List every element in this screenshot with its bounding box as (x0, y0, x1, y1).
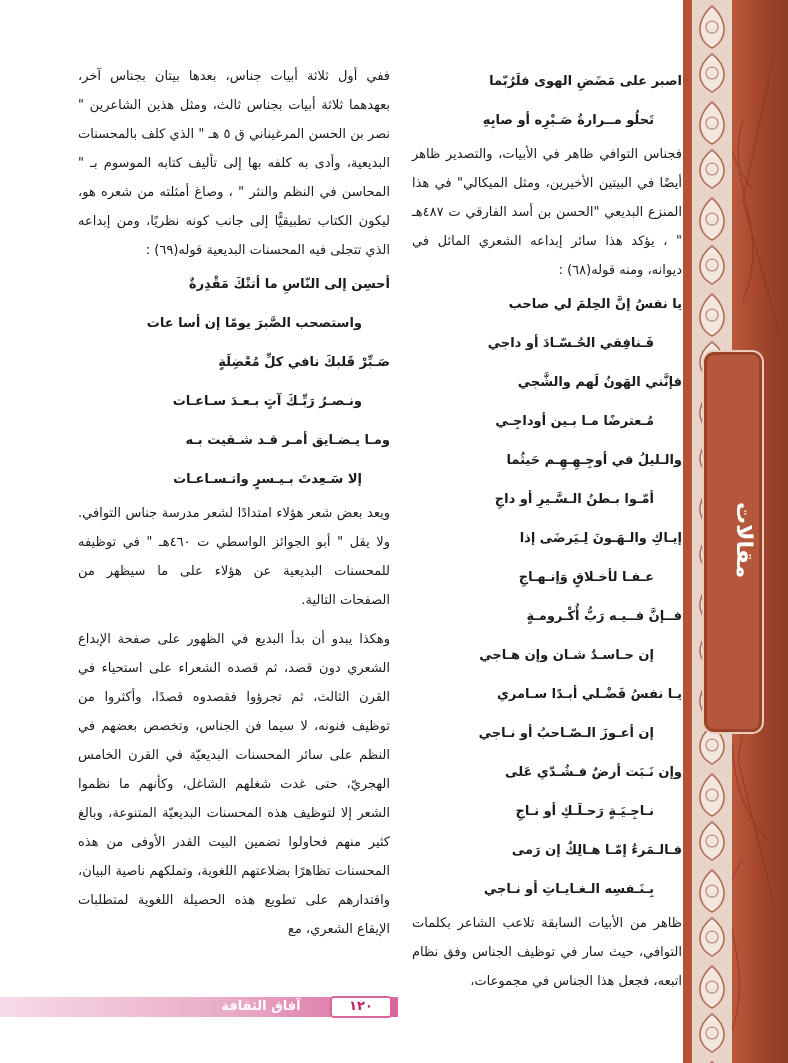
verse-line: أمّـوا بـطنُ الـسَّـيرِ أو داجِ (494, 492, 654, 507)
verse-line: واستصحب الصَّبرَ يومًا إن أسا عات (146, 316, 362, 331)
paragraph: ظاهر من الأبيات السابقة تلاعب الشاعر بكلمات التوافي، حيث سار في توظيف الجناس وفق نظام اتبعه، فجعل هذا الجناس في مجموعات، (412, 916, 682, 989)
verse-line: فــإنَّ فــيـه رَبُّ أُكْـرومـةٍ (526, 609, 682, 624)
section-label: مقالات (731, 501, 756, 579)
verse-line: يـا نفسُ فَضْـلي أبـدًا سـامري (496, 687, 682, 702)
verse-line: صَـبِّرْ قَلبكَ نافي كلِّ مُعْضِلَةٍ (218, 355, 390, 370)
verse-line: إيـاكِ والـهَـونَ لِـيَرضَى إذا (519, 531, 682, 546)
verse-line: اصبر على مَضَضِ الهوى فلَرُبّما (489, 74, 682, 89)
verse-line: مُـعترضًا مـا بـين أوداجِـي (495, 414, 654, 429)
verse-line: إن أعـوزَ الـصّـاحبُ أو نـاجي (478, 726, 654, 741)
verse-line: عـفـا لأخـلاقٍ وَإنـهـاجِ (518, 570, 654, 585)
verse-line: نـاجِـيَـةٍ رَحـلَـكِ أو نـاجِ (515, 804, 654, 819)
magazine-title: آفاق الثقافة والتراث (221, 999, 301, 1036)
paragraph: وهكذا يبدو أن بدأ البديع في الظهور على صفحة الإبداع الشعري دون قصد، ثم قصده الشعراء على استحياء في القرن الثالث، ثم تجرؤوا فقصدوه قصدًا، وأكثروا من توظيف فنونه، لا سيما فن الجناس، وتخصص بعضهم في النظم على سائر المحسنات البديعيّة في القرن الخامس الهجريّ، حتى غدت شغلهم الشاغل، وكأنهم ما نظموا الشعر إلا لتوظيف هذه المحسنات البديعيّة المتنوعة، وبالغ كثير منهم فحاولوا تضمين البيت القدر الأوفى من هذه المحسنات تظاهرًا بضلاعتهم اللغوية، وتملكهم ناصية البيان، واقتدارهم على تطويع هذه الحصيلة اللغوية لمتطلبات الإيقاع الشعري، مع (78, 632, 390, 937)
verse-line: فَـنافِقي الحُـسّـادَ أو داجي (487, 336, 654, 351)
verse-line: فـالـمَرءُ إمّـا هـالِكٌ إن رَمى (511, 843, 682, 858)
verse-line: بِـنَـفسِه الـغـايـاتِ أو نـاجي (483, 882, 654, 897)
left-text-column (78, 62, 390, 944)
paragraph: ففي أول ثلاثة أبيات جناس، بعدها بيتان بجناس آخر، بعهدهما ثلاثة أبيات بجناس ثالث، ومثل هذين الشاعرين " نصر بن الحسن المرغيناني ق ٥ هـ " الذي كلف بالمحسنات البديعية، وأدى به كلفه بها إلى تأليف كتابه الموسوم بـ " المحاسن في النظم والنثر " ، وصاغ أمثلته من شعره هو، ليكون الكتاب تطبيقيًّا إلى جانب كونه نظريًا، ومن إبداعه الذي تتجلى فيه المحسنات البديعية قوله(٦٩) : (78, 69, 390, 258)
paragraph: ويعد بعض شعر هؤلاء امتدادًا لشعر مدرسة جناس التوافي. ولا يقل " أبو الجوائز الواسطي ت ٤٦٠هـ " في توظيفه للمحسنات البديعية عن هؤلاء على ما سيظهر من الصفحات التالية. (78, 506, 390, 608)
verse-line: وإن نَـبَت أرضٌ فـشُـدّي عَلى (505, 765, 682, 780)
verse-line: ومـا يـضـايق أمـر قـد شـقيت بـه (185, 433, 390, 448)
verse-line: أحسِن إلى النّاسِ ما أتتْكَ مَقْدِرةٌ (188, 277, 390, 292)
verse-line: تَحلُو مــرارةُ صَـبْرِه أو صابِهِ (482, 113, 654, 128)
verse-line: ونـصـرُ رَبِّـكَ آتٍ بـعـدَ سـاعـات (172, 394, 362, 409)
verse-line: إن حـاسـدٌ شـان وإن هـاجي (479, 648, 654, 663)
right-text-column (412, 62, 682, 996)
page-number: ١٢٠ (330, 996, 392, 1018)
verse-line: إلا سَـعِدتَ بـيـسرٍ واتـسـاعـات (173, 472, 362, 487)
paragraph-gap (78, 615, 390, 625)
verse-line: فإنَّني الهَونُ لَهم والشَّجي (517, 375, 682, 390)
verse-line: والـليلُ في أوجِـهِـهِـم حَيثُما (506, 453, 682, 468)
verse-line: يا نفسُ إنَّ الحِلمَ لي صاحب (508, 297, 682, 312)
paragraph: فجناس التوافي ظاهر في الأبيات، والتصدير ظاهر أيضًا في البيتين الأخيرين، ومثل الميكالي" في هذا المنزع البديعي "الحسن بن أسد الفارقي ت ٤٨٧هـ " ، يؤكد هذا سائر إبداعه الشعري الماثل في ديوانه، ومنه قوله(٦٨) : (412, 147, 682, 278)
